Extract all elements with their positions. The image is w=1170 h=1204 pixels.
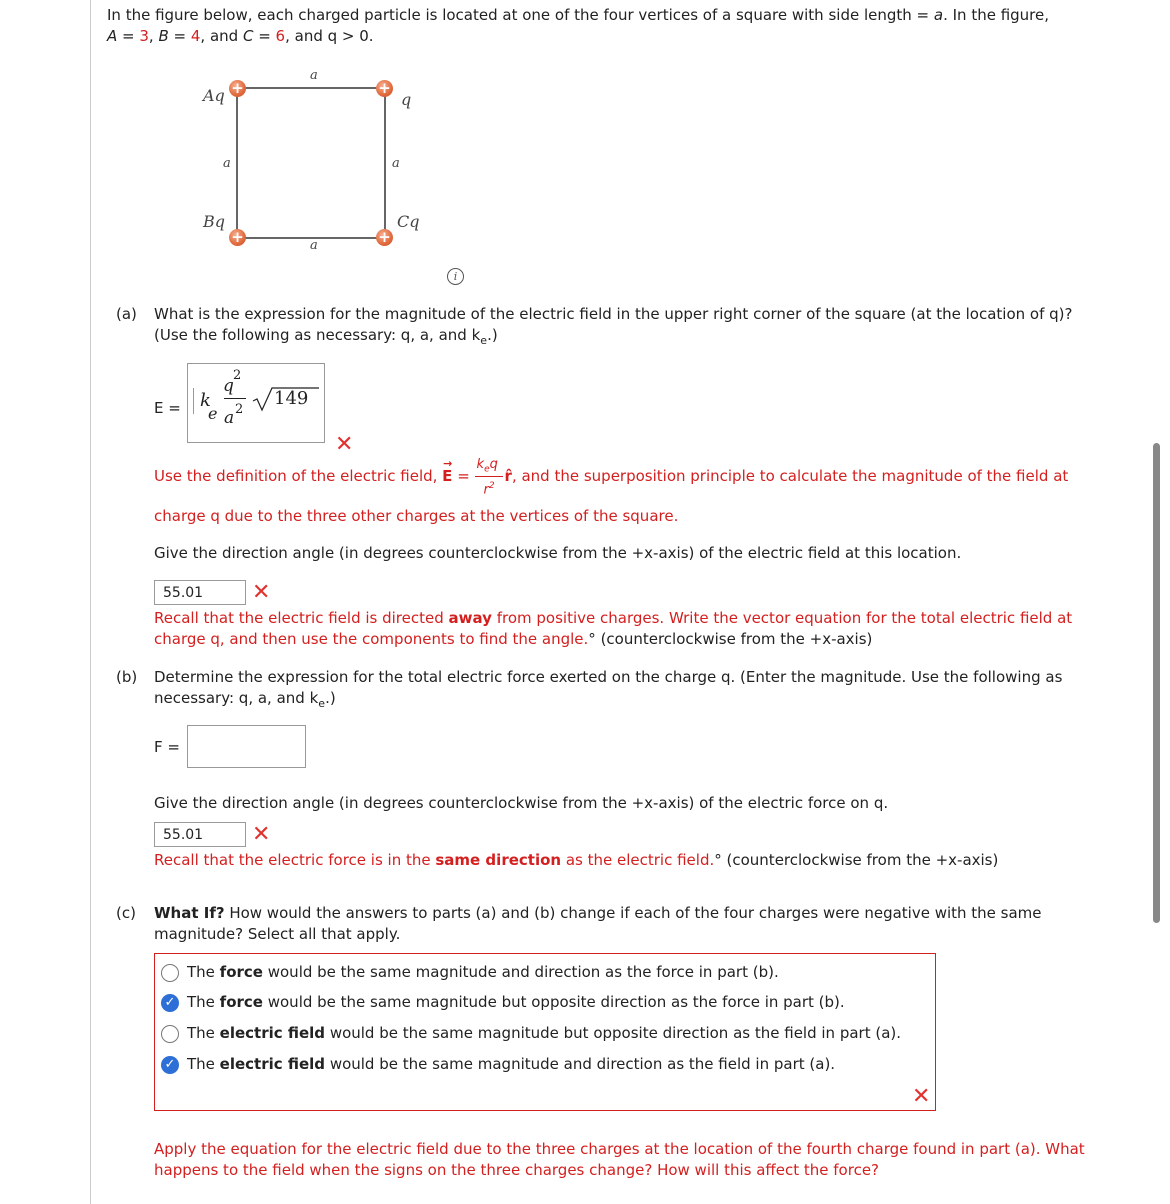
- math-q: q: [223, 376, 234, 396]
- page-scrollbar[interactable]: [1153, 443, 1160, 923]
- charge-top-left: +: [229, 80, 246, 97]
- option-3-text: The electric field would be the same magnitude but opposite direction as the field in part (a).: [187, 1024, 902, 1042]
- checkbox-option-1[interactable]: [161, 964, 179, 982]
- charge-bottom-right: +: [376, 229, 393, 246]
- page-left-border: [90, 0, 91, 1204]
- feedback-e-line1: Use the definition of the electric field, E → = $k_eq$ $r^2$ r̂, and the superposition principle to calculate the magnitude of the field at: [154, 457, 1069, 498]
- label-side-bottom: a: [310, 238, 318, 253]
- math-a-exp: 2: [235, 402, 244, 417]
- option-1-text: The force would be the same magnitude and direction as the force in part (b).: [187, 963, 779, 981]
- f-answer-label: F =: [154, 738, 180, 756]
- cursor-bar: [193, 388, 194, 414]
- option-2-text: The force would be the same magnitude but opposite direction as the force in part (b).: [187, 993, 845, 1011]
- checkbox-option-4[interactable]: ✓: [161, 1056, 179, 1074]
- checkbox-option-3[interactable]: [161, 1025, 179, 1043]
- wrong-mark-options: ✕: [912, 1084, 931, 1109]
- part-a-question: What is the expression for the magnitude of the electric field in the upper right corner of the square (at the location of q)? (Use the following as necessary: q, a, and $k_e$.): [154, 305, 1073, 347]
- feedback-part-c: Apply the equation for the electric field due to the three charges at the location of the fourth charge found in part (a). What happens to the field when the signs on the three charges change? How will this affect the force?: [154, 1140, 1085, 1179]
- f-answer-input[interactable]: [187, 725, 306, 768]
- part-b-label: (b): [116, 668, 138, 686]
- intro-text: In the figure below, each charged particle is located at one of the four vertices of a square with side length = a. In the figure, A = 3, B = 4, and C = 6, and q > 0.: [107, 6, 1050, 45]
- math-q-exp: 2: [233, 368, 242, 383]
- sqrt-value: 149: [274, 388, 309, 409]
- charge-top-right: +: [376, 80, 393, 97]
- label-side-right: a: [392, 156, 400, 171]
- math-k-sub: e: [208, 404, 218, 423]
- label-Bq: Bq: [203, 212, 225, 231]
- part-a-label: (a): [116, 305, 137, 323]
- f-direction-question: Give the direction angle (in degrees counterclockwise from the +x-axis) of the electric force on q.: [154, 794, 889, 812]
- wrong-mark-e-dir: ✕: [252, 580, 271, 605]
- charge-bottom-left: +: [229, 229, 246, 246]
- wrong-mark-e: ✕: [335, 432, 354, 457]
- feedback-e-dir: Recall that the electric field is directed away from positive charges. Write the vector equation for the total electric field at charge q, and then use the components to find the angle.° (counterclockwise from the +x-axis): [154, 609, 1073, 648]
- math-a: a: [224, 408, 235, 428]
- part-c-question: What If? How would the answers to parts (a) and (b) change if each of the four charges were negative with the same magnitude? Select all that apply.: [154, 904, 1042, 943]
- options-group: [154, 953, 936, 1111]
- charge-square-figure: [195, 60, 455, 260]
- label-q: q: [401, 90, 412, 109]
- label-Aq: Aq: [203, 86, 225, 105]
- option-4-text: The electric field would be the same magnitude and direction as the field in part (a).: [187, 1055, 836, 1073]
- info-icon[interactable]: i: [447, 268, 464, 285]
- feedback-e-line2: charge q due to the three other charges at the vertices of the square.: [154, 507, 679, 525]
- label-side-left: a: [223, 156, 231, 171]
- e-answer-label: E =: [154, 399, 181, 417]
- wrong-mark-f-dir: ✕: [252, 822, 271, 847]
- feedback-f-dir: Recall that the electric force is in the same direction as the electric field.° (counterclockwise from the +x-axis): [154, 851, 999, 869]
- e-answer-input[interactable]: [187, 363, 325, 443]
- part-c-label: (c): [116, 904, 136, 922]
- part-b-question: Determine the expression for the total electric force exerted on the charge q. (Enter the magnitude. Use the following as necessary: q, a, and $k_e$.): [154, 668, 1063, 710]
- label-Cq: Cq: [397, 212, 420, 231]
- checkbox-option-2[interactable]: ✓: [161, 994, 179, 1012]
- math-k: k: [200, 390, 211, 411]
- f-direction-input[interactable]: 55.01: [154, 822, 246, 847]
- e-direction-input[interactable]: 55.01: [154, 580, 246, 605]
- e-direction-question: Give the direction angle (in degrees counterclockwise from the +x-axis) of the electric field at this location.: [154, 544, 962, 562]
- fraction-bar: [224, 398, 246, 399]
- label-side-top: a: [310, 68, 318, 83]
